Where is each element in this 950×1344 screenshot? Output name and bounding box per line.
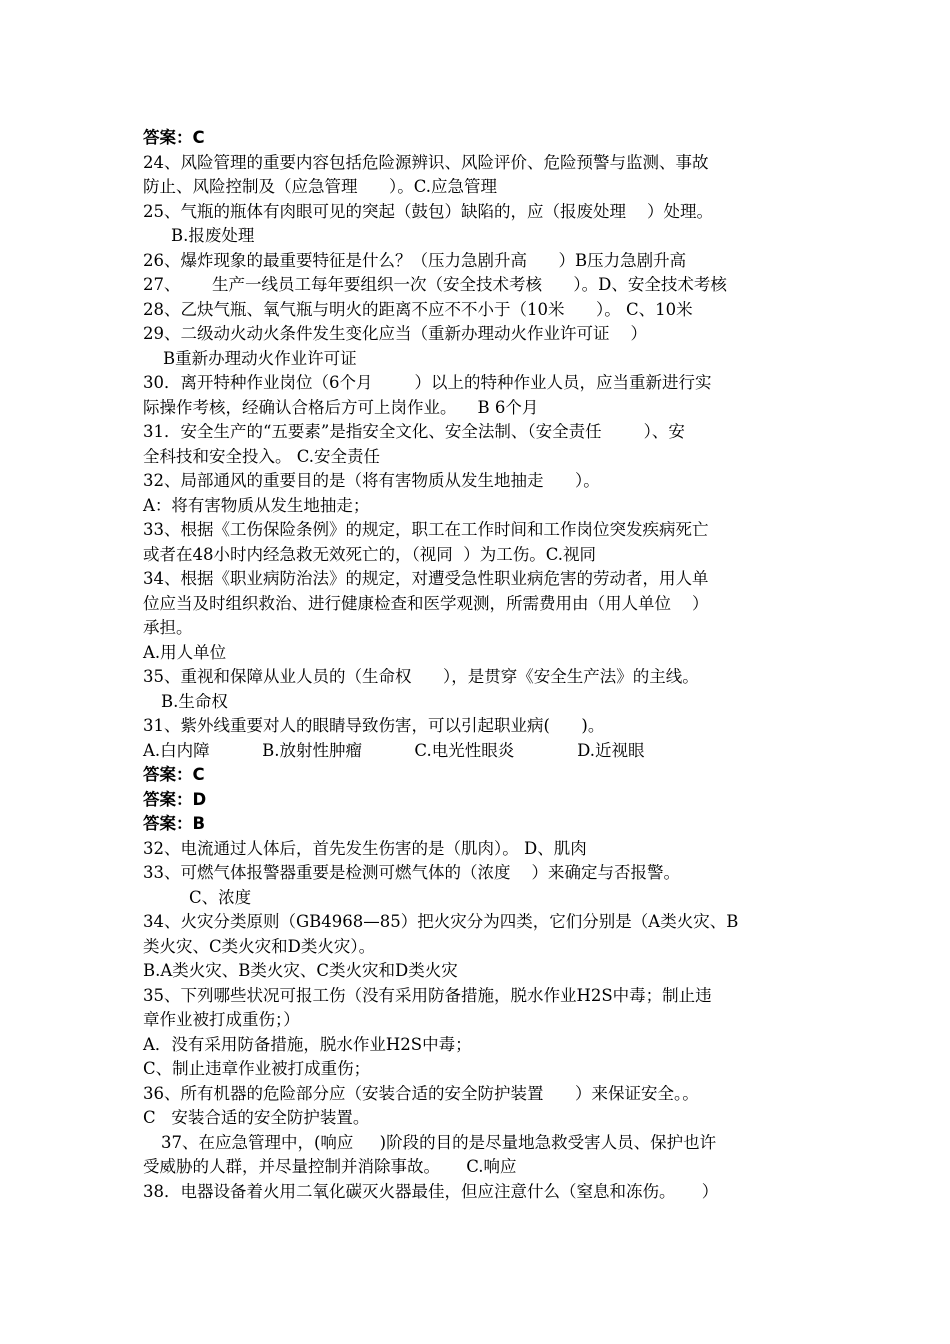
answer-35b-a: A．没有采用防备措施，脱水作业H2S中毒； xyxy=(143,1034,472,1054)
answer-line: 答案：C xyxy=(143,128,205,147)
question-29: 29、二级动火动火条件发生变化应当（重新办理动火作业许可证 ） xyxy=(143,324,647,343)
question-27: 27、 生产一线员工每年要组织一次（安全技术考核 ）。D、安全技术考核 xyxy=(143,275,727,294)
question-34b-cont: 类火灾、C类火灾和D类火灾）。 xyxy=(143,936,376,956)
question-32: 32、局部通风的重要目的是（将有害物质从发生地抽走 ）。 xyxy=(143,471,600,490)
answer-29: B重新办理动火作业许可证 xyxy=(163,348,357,368)
question-33: 33、根据《工伤保险条例》的规定，职工在工作时间和工作岗位突发疾病死亡 xyxy=(143,520,709,539)
answer-35b-c: C、制止违章作业被打成重伤； xyxy=(143,1059,371,1078)
question-28: 28、乙炔气瓶、氧气瓶与明火的距离不应不不小于（10米 ）。 C、10米 xyxy=(143,299,693,319)
question-35b: 35、下列哪些状况可报工伤（没有采用防备措施，脱水作业H2S中毒；制止违 xyxy=(143,985,712,1005)
question-24: 24、风险管理的重要内容包括危险源辨识、风险评价、危险预警与监测、事故 xyxy=(143,152,709,172)
answer-25: B.报废处理 xyxy=(171,226,255,245)
options-31b: A.白内障 B.放射性肿瘤 C.电光性眼炎 D.近视眼 xyxy=(143,740,645,760)
question-32b: 32、电流通过人体后，首先发生伤害的是（肌肉）。 D、肌肉 xyxy=(143,838,587,858)
answer-line: 答案：B xyxy=(143,814,206,833)
answer-line: 答案：D xyxy=(143,789,207,809)
question-24-cont: 防止、风险控制及（应急管理 ）。C.应急管理 xyxy=(143,177,498,196)
answer-34b: B.A类火灾、B类火灾、C类火灾和D类火灾 xyxy=(143,961,458,980)
question-37-cont: 受威胁的人群，并尽量控制并消除事故。 C.响应 xyxy=(143,1157,517,1176)
answer-line: 答案：C xyxy=(143,765,205,784)
question-30: 30．离开特种作业岗位（6个月 ）以上的特种作业人员，应当重新进行实 xyxy=(143,373,712,392)
answer-34: A.用人单位 xyxy=(143,642,227,662)
question-35: 35、重视和保障从业人员的（生命权 ），是贯穿《安全生产法》的主线。 xyxy=(143,667,699,686)
question-30-cont: 际操作考核，经确认合格后方可上岗作业。 B 6个月 xyxy=(143,397,539,417)
answer-32: A：将有害物质从发生地抽走； xyxy=(143,495,370,515)
answer-33b: C、浓度 xyxy=(189,887,252,907)
question-34b: 34、火灾分类原则（GB4968—85）把火灾分为四类，它们分别是（A类火灾、B xyxy=(143,912,739,931)
question-37: 37、在应急管理中，(响应 )阶段的目的是尽量地急救受害人员、保护也许 xyxy=(161,1132,717,1152)
question-33-cont: 或者在48小时内经急救无效死亡的，（视同 ）为工伤。C.视同 xyxy=(143,544,597,564)
question-25: 25、气瓶的瓶体有肉眼可见的突起（鼓包）缺陷的，应（报废处理 ）处理。 xyxy=(143,201,713,221)
question-31b: 31、紫外线重要对人的眼睛导致伤害，可以引起职业病( )。 xyxy=(143,716,605,735)
question-33b: 33、可燃气体报警器重要是检测可燃气体的（浓度 ）来确定与否报警。 xyxy=(143,863,680,882)
question-34: 34、根据《职业病防治法》的规定，对遭受急性职业病危害的劳动者，用人单 xyxy=(143,569,709,588)
question-31-cont: 全科技和安全投入。 C.安全责任 xyxy=(143,446,381,466)
answer-36: C 安装合适的安全防护装置。 xyxy=(143,1108,370,1127)
question-26: 26、爆炸现象的最重要特征是什么？（压力急剧升高 ）B压力急剧升高 xyxy=(143,250,687,270)
question-35b-cont: 章作业被打成重伤；） xyxy=(143,1010,300,1029)
question-36: 36、所有机器的危险部分应（安装合适的安全防护装置 ）来保证安全。。 xyxy=(143,1083,699,1103)
question-38: 38．电器设备着火用二氧化碳灭火器最佳，但应注意什么（窒息和冻伤。 ） xyxy=(143,1181,719,1201)
document-body xyxy=(143,126,823,1204)
answer-35: B.生命权 xyxy=(161,691,228,711)
question-34-cont2: 承担。 xyxy=(143,618,193,637)
question-34-cont: 位应当及时组织救治、进行健康检查和医学观测，所需费用由（用人单位 ） xyxy=(143,593,709,613)
question-31: 31．安全生产的“五要素”是指安全文化、安全法制、（安全责任 ）、安 xyxy=(143,422,685,441)
